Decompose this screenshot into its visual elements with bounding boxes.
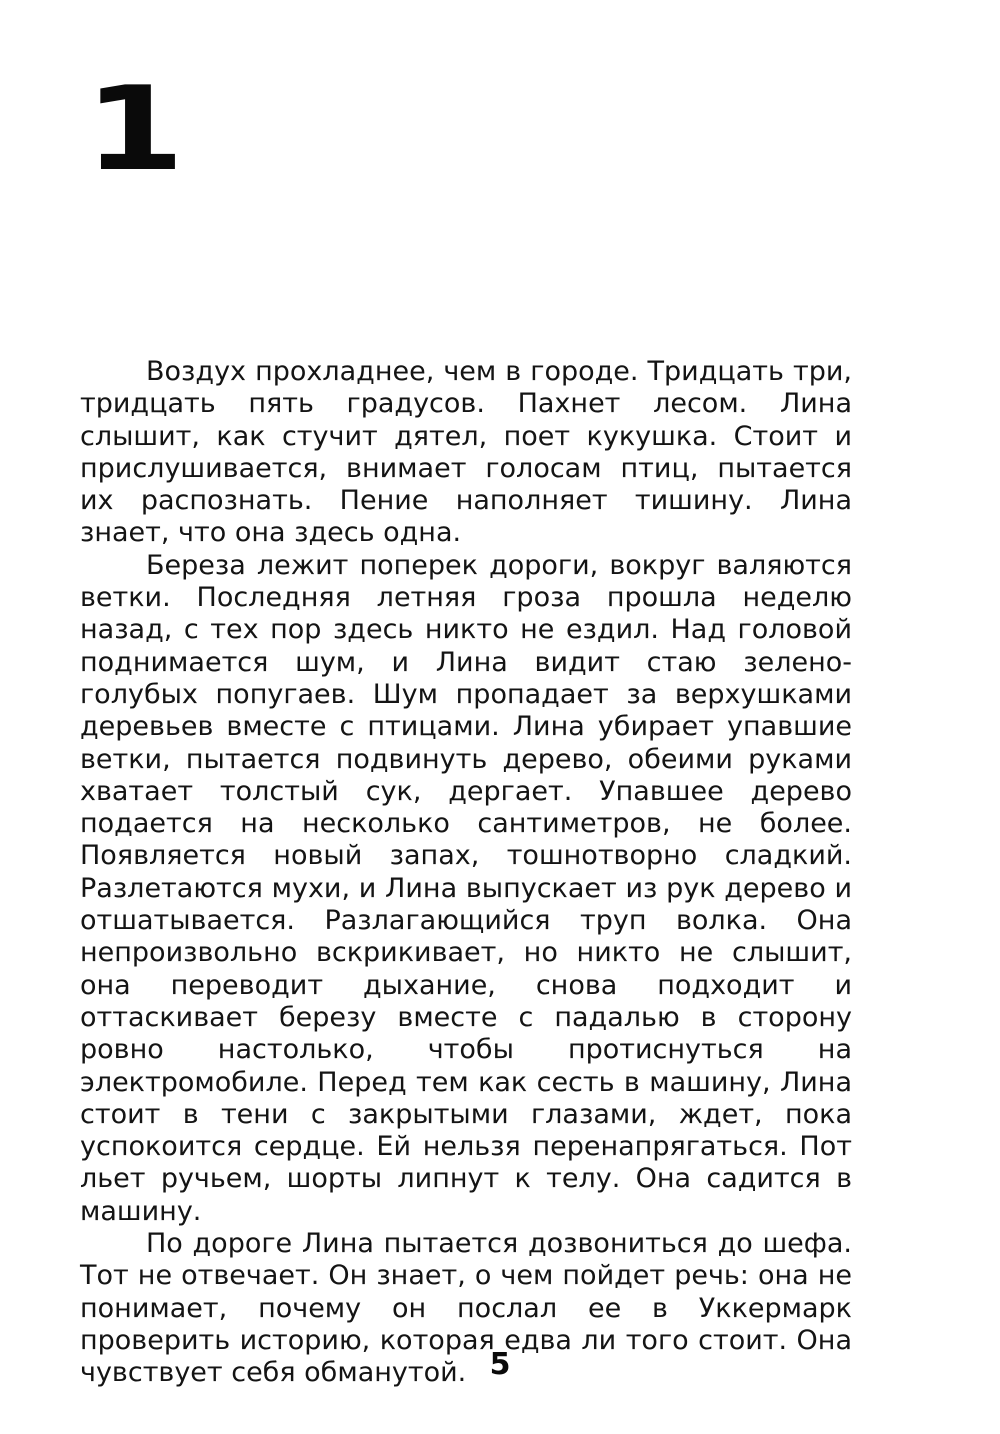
chapter-body — [80, 356, 852, 1390]
paragraph-3: По дороге Лина пытается дозвониться до шефа. Тот не отвечает. Он знает, о чем пойдет речь: она не понимает, почему он послал ее в Уккермарк проверить историю, которая едва ли того стоит. Она чувствует себя обманутой. — [80, 1228, 852, 1389]
paragraph-2: Береза лежит поперек дороги, вокруг валяются ветки. Последняя летняя гроза прошла неделю назад, с тех пор здесь никто не ездил. Над головой поднимается шум, и Лина видит стаю зелено-голубых попугаев. Шум пропадает за верхушками деревьев вместе с птицами. Лина убирает упавшие ветки, пытается подвинуть дерево, обеими руками хватает толстый сук, дергает. Упавшее дерево подается на несколько сантиметров, не более. Появляется новый запах, тошнотворно сладкий. Разлетаются мухи, и Лина выпускает из рук дерево и отшатывается. Разлагающийся труп волка. Она непроизвольно вскрикивает, но никто не слышит, она переводит дыхание, снова подходит и оттаскивает березу вместе с падалью в сторону ровно настолько, чтобы протиснуться на электромобиле. Перед тем как сесть в машину, Лина стоит в тени с закрытыми глазами, ждет, пока успокоится сердце. Ей нельзя перенапрягаться. Пот льет ручьем, шорты липнут к телу. Она садится в машину. — [80, 549, 852, 1227]
paragraph-1: Воздух прохладнее, чем в городе. Тридцать три, тридцать пять градусов. Пахнет лесом. Лина слышит, как стучит дятел, поет кукушка. Стоит и прислушивается, внимает голосам птиц, пытается их распознать. Пение наполняет тишину. Лина знает, что она здесь одна. — [80, 356, 852, 549]
page-number: 5 — [489, 1347, 511, 1382]
chapter-number: 1 — [84, 62, 185, 197]
